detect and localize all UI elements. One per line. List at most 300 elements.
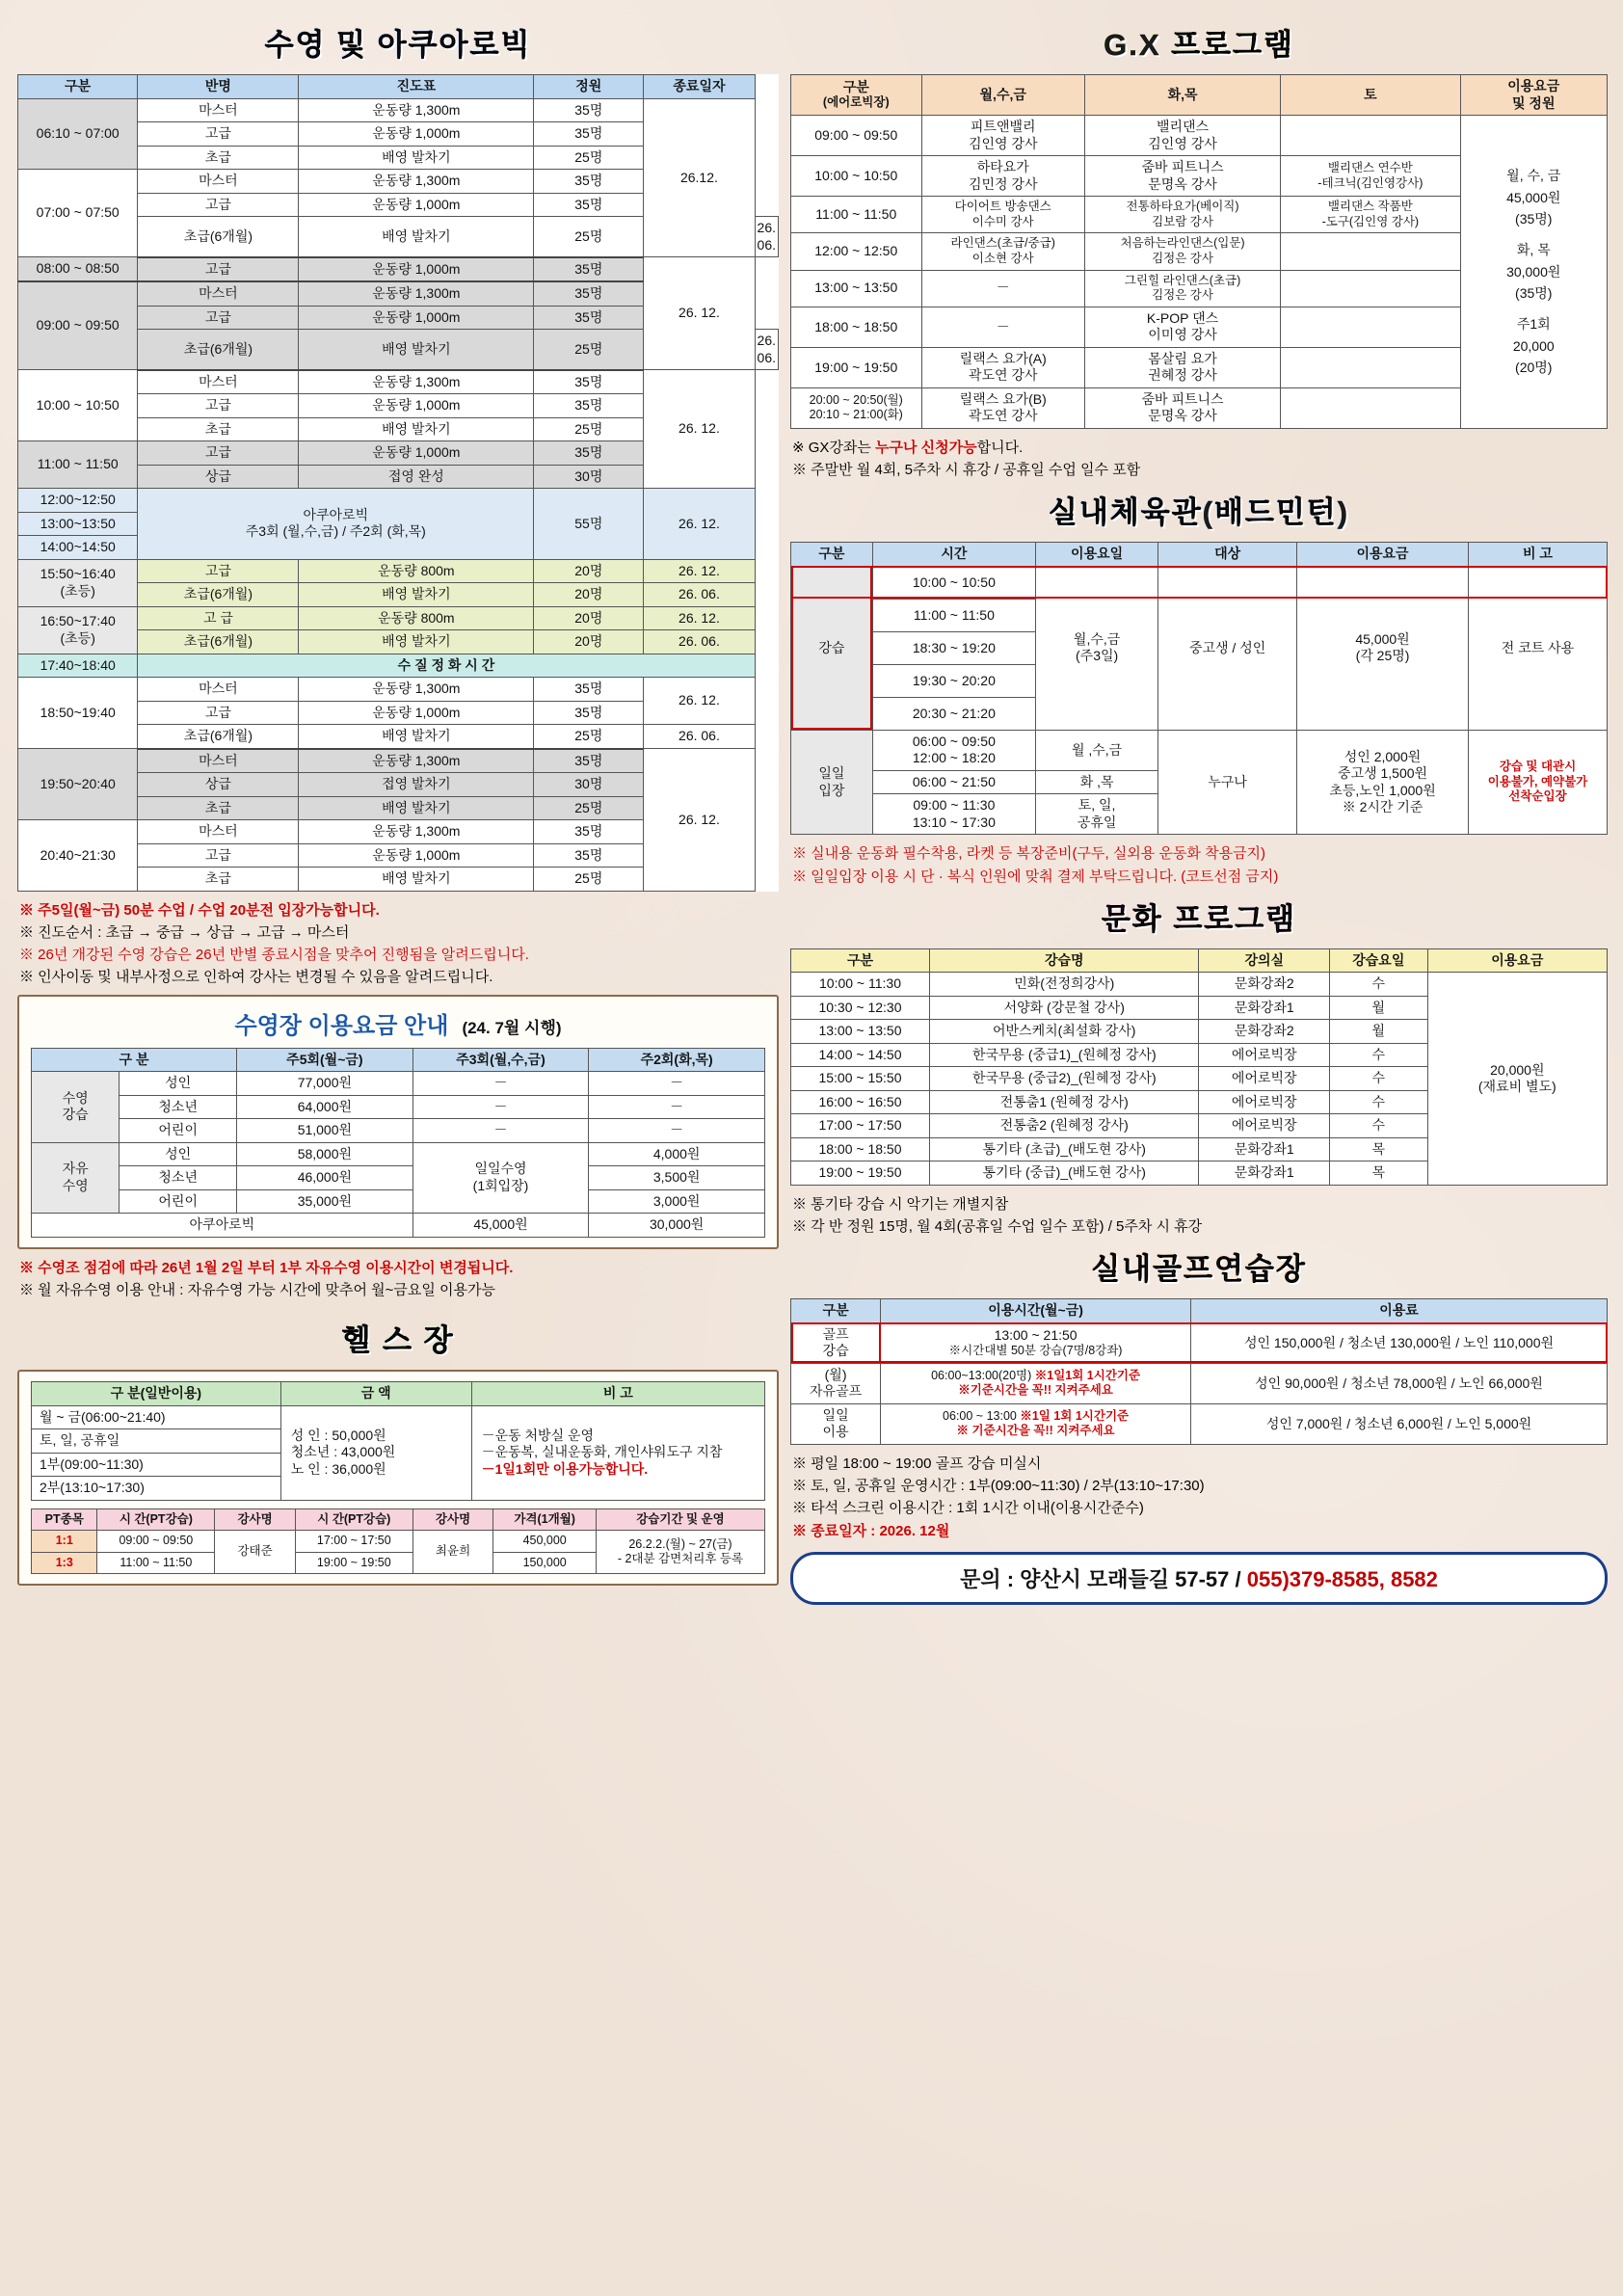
gx-time-line2: 20:10 ~ 21:00(화) bbox=[809, 408, 903, 422]
swim-note-1: ※ 진도순서 : 초급 → 중급 → 상급 → 고급 → 마스터 bbox=[19, 923, 350, 941]
swim-class: 상급 bbox=[138, 773, 299, 797]
fee-age: 청소년 bbox=[120, 1095, 237, 1119]
health-amount-senior: 노 인 : 36,000원 bbox=[290, 1460, 386, 1477]
kids-enddate: 26. 06. bbox=[644, 630, 755, 654]
swim-class: 고급 bbox=[138, 441, 299, 466]
gx-mwf-line1: 피트앤밸리 bbox=[970, 119, 1036, 134]
fee-group-line2: 수영 bbox=[62, 1177, 89, 1193]
gx-tt bbox=[1084, 347, 1280, 387]
gx-fee-l2: (35명) bbox=[1515, 210, 1553, 227]
kids-class: 초급(6개월) bbox=[138, 583, 299, 607]
golf-time-2-line1 bbox=[883, 1409, 1188, 1425]
aqua-capacity: 55명 bbox=[534, 489, 644, 560]
swim-class: 마스터 bbox=[138, 749, 299, 773]
health-remark-1: －운동복, 실내운동화, 개인샤워도구 지참 bbox=[481, 1444, 723, 1460]
cul-room: 에어로빅장 bbox=[1199, 1090, 1330, 1114]
cul-th-1: 강습명 bbox=[929, 948, 1199, 973]
fee-v2: － bbox=[412, 1119, 589, 1143]
gx-tt-line1: 줌바 피트니스 bbox=[1141, 159, 1224, 174]
fee-v3: 4,000원 bbox=[589, 1142, 765, 1166]
swim-progress: 운동량 1,300m bbox=[299, 678, 534, 702]
fee-notes bbox=[19, 1257, 777, 1302]
fee-v1: 58,000원 bbox=[237, 1142, 413, 1166]
cul-time: 13:00 ~ 13:50 bbox=[791, 1020, 930, 1044]
gx-note-0 bbox=[792, 437, 1606, 459]
aqua-time: 12:00~12:50 bbox=[18, 489, 138, 513]
swim-class: 상급 bbox=[138, 465, 299, 489]
kids-progress: 운동량 800m bbox=[299, 606, 534, 630]
swim-capacity: 35명 bbox=[534, 257, 644, 282]
swim-progress: 운동량 1,000m bbox=[299, 122, 534, 147]
kids-time-main: 15:50~16:40 bbox=[40, 566, 116, 581]
culture-table bbox=[790, 948, 1608, 1186]
break-label: 수 질 정 화 시 간 bbox=[138, 654, 755, 678]
fee-age: 청소년 bbox=[120, 1166, 237, 1190]
health-table bbox=[31, 1381, 765, 1501]
fee-v3: 3,000원 bbox=[589, 1189, 765, 1214]
fee-v3: 3,500원 bbox=[589, 1166, 765, 1190]
pt-th-6: 강습기간 및 운영 bbox=[596, 1508, 764, 1531]
golf-time-1-line1 bbox=[883, 1369, 1188, 1384]
fee-title-note: (24. 7월 시행) bbox=[462, 1018, 562, 1037]
swim-time: 11:00 ~ 11:50 bbox=[18, 441, 138, 489]
gx-tt bbox=[1084, 387, 1280, 428]
cul-day: 수 bbox=[1330, 1090, 1428, 1114]
health-th-1: 금 액 bbox=[280, 1382, 471, 1406]
cul-day: 수 bbox=[1330, 1067, 1428, 1091]
kids-time-sub: (초등) bbox=[60, 582, 95, 599]
cul-class: 통기타 (초급)_(배도현 강사) bbox=[929, 1137, 1199, 1161]
right-column bbox=[790, 8, 1608, 1605]
swim-capacity: 25명 bbox=[534, 725, 644, 749]
gx-mwf bbox=[921, 156, 1084, 197]
bad-daily-day-1: 토, 일, bbox=[1078, 797, 1116, 814]
cul-day: 월 bbox=[1330, 1020, 1428, 1044]
swim-progress: 접영 발차기 bbox=[299, 773, 534, 797]
fee-daily-line1: 일일수영 bbox=[474, 1161, 527, 1177]
cul-class: 전통춤1 (원혜정 강사) bbox=[929, 1090, 1199, 1114]
health-time-1: 토, 일, 공휴일 bbox=[32, 1429, 281, 1454]
left-column bbox=[17, 8, 779, 1586]
fee-v1: 51,000원 bbox=[237, 1119, 413, 1143]
golf-time-1-a: 06:00~13:00(20명) bbox=[931, 1368, 1032, 1382]
golf-note-3: ※ 종료일자 : 2026. 12월 bbox=[792, 1522, 950, 1539]
golf-fee-0: 성인 150,000원 / 청소년 130,000원 / 노인 110,000원 bbox=[1191, 1322, 1608, 1363]
gx-tt-line1: 그린힐 라인댄스(초급) bbox=[1124, 273, 1241, 287]
swim-capacity: 25명 bbox=[534, 146, 644, 170]
gx-tt bbox=[1084, 116, 1280, 156]
bad-lesson-time: 18:30 ~ 19:20 bbox=[872, 631, 1035, 664]
swim-class: 고급 bbox=[138, 701, 299, 725]
golf-time-0-line2: ※시간대별 50분 강습(7명/8강좌) bbox=[948, 1344, 1123, 1358]
gx-tt-line2: 김정은 강사 bbox=[1152, 251, 1213, 265]
swim-title: 수영 및 아쿠아로빅 bbox=[264, 28, 532, 62]
fee-group-line2: 강습 bbox=[62, 1107, 89, 1123]
aqua-label-line1: 아쿠아로빅 bbox=[303, 506, 369, 522]
bad-note-1: ※ 일일입장 이용 시 단 · 복식 인원에 맞춰 결제 부탁드립니다. (코트선점 금지) bbox=[792, 868, 1279, 885]
fee-aqua-v1: 45,000원 bbox=[412, 1214, 589, 1238]
fee-group-swim bbox=[32, 1072, 120, 1143]
aqua-time: 14:00~14:50 bbox=[18, 536, 138, 560]
gx-mwf bbox=[921, 347, 1084, 387]
golf-type-0-line2: 강습 bbox=[822, 1343, 849, 1359]
golf-table bbox=[790, 1298, 1608, 1445]
gx-mwf-line1: 라인댄스(초급/중급) bbox=[950, 236, 1055, 251]
swim-schedule-table bbox=[17, 74, 779, 892]
gx-time: 12:00 ~ 12:50 bbox=[791, 233, 922, 270]
cul-time: 10:30 ~ 12:30 bbox=[791, 996, 930, 1020]
gx-sat bbox=[1281, 156, 1460, 197]
golf-th-0: 구분 bbox=[791, 1299, 881, 1323]
bad-daily-remark-1: 이용불가, 예약불가 bbox=[1487, 774, 1588, 788]
golf-th-2: 이용료 bbox=[1191, 1299, 1608, 1323]
swim-time: 10:00 ~ 10:50 bbox=[18, 370, 138, 441]
cul-time: 15:00 ~ 15:50 bbox=[791, 1067, 930, 1091]
golf-time-2-line2: ※ 기준시간을 꼭!! 지켜주세요 bbox=[956, 1424, 1115, 1438]
cul-th-2: 강의실 bbox=[1199, 948, 1330, 973]
swim-progress: 운동량 1,000m bbox=[299, 843, 534, 868]
badminton-title: 실내체육관(배드민턴) bbox=[1048, 495, 1350, 530]
bad-note-0: ※ 실내용 운동화 필수착용, 라켓 등 복장준비(구두, 실외용 운동화 착용금지) bbox=[792, 845, 1266, 863]
swim-time: 18:50~19:40 bbox=[18, 678, 138, 749]
pt-th-4: 강사명 bbox=[412, 1508, 493, 1531]
swim-capacity: 35명 bbox=[534, 170, 644, 194]
golf-time-2 bbox=[881, 1403, 1191, 1444]
pt-th-3: 시 간(PT강습) bbox=[295, 1508, 412, 1531]
kids-capacity: 20명 bbox=[534, 606, 644, 630]
gx-time: 13:00 ~ 13:50 bbox=[791, 270, 922, 307]
fee-age: 어린이 bbox=[120, 1119, 237, 1143]
swim-capacity: 25명 bbox=[534, 330, 644, 370]
cul-time: 10:00 ~ 11:30 bbox=[791, 973, 930, 997]
pt-price: 450,000 bbox=[493, 1531, 597, 1553]
gx-time bbox=[791, 387, 922, 428]
swim-class: 고급 bbox=[138, 257, 299, 282]
swim-enddate: 26. 06. bbox=[644, 725, 755, 749]
swim-progress: 운동량 1,000m bbox=[299, 394, 534, 418]
gx-mwf-line2: 곽도연 강사 bbox=[968, 408, 1038, 424]
fee-age: 성인 bbox=[120, 1072, 237, 1096]
fee-aqua-v2: 30,000원 bbox=[589, 1214, 765, 1238]
swim-progress: 운동량 1,300m bbox=[299, 749, 534, 773]
bad-daily-fee-0: 성인 2,000원 bbox=[1344, 748, 1422, 764]
gx-fee-l0: 월, 수, 금 bbox=[1506, 168, 1561, 184]
fee-note-1: ※ 월 자유수영 이용 안내 : 자유수영 가능 시간에 맞추어 월~금요일 이용가능 bbox=[19, 1281, 495, 1298]
golf-notes bbox=[792, 1453, 1606, 1542]
cul-room: 문화강좌2 bbox=[1199, 973, 1330, 997]
cul-class: 전통춤2 (원혜정 강사) bbox=[929, 1114, 1199, 1138]
swim-notes bbox=[19, 899, 777, 989]
bad-daily-time: 06:00 ~ 21:50 bbox=[872, 770, 1035, 794]
health-title: 헬 스 장 bbox=[341, 1323, 455, 1357]
swim-capacity: 35명 bbox=[534, 306, 644, 330]
gx-time: 11:00 ~ 11:50 bbox=[791, 197, 922, 233]
fee-v2: － bbox=[412, 1072, 589, 1096]
golf-time-0-line1: 13:00 ~ 21:50 bbox=[994, 1326, 1078, 1343]
bad-lesson-days bbox=[1036, 566, 1158, 730]
cul-fee-2: (재료비 별도) bbox=[1477, 1079, 1556, 1094]
swim-enddate: 26.12. bbox=[644, 98, 755, 257]
swim-class: 마스터 bbox=[138, 820, 299, 844]
swim-progress: 배영 발차기 bbox=[299, 725, 534, 749]
swim-capacity: 35명 bbox=[534, 701, 644, 725]
gx-sat bbox=[1281, 116, 1460, 156]
aqua-label bbox=[138, 489, 534, 560]
contact-bar bbox=[790, 1552, 1608, 1605]
fee-v2: － bbox=[412, 1095, 589, 1119]
gx-tt bbox=[1084, 270, 1280, 307]
gx-mwf-line1: 다이어트 방송댄스 bbox=[954, 200, 1051, 213]
pt-remark-line2: - 2대분 감면처리후 등록 bbox=[617, 1552, 744, 1566]
bad-daily-day: 월 ,수,금 bbox=[1036, 730, 1158, 770]
cul-time: 14:00 ~ 14:50 bbox=[791, 1043, 930, 1067]
fee-th-1: 주5회(월~금) bbox=[237, 1048, 413, 1072]
swim-th-2: 진도표 bbox=[299, 75, 534, 99]
bad-daily-label-2: 입장 bbox=[818, 782, 845, 798]
swim-progress: 운동량 1,300m bbox=[299, 370, 534, 394]
golf-th-1: 이용시간(월~금) bbox=[881, 1299, 1191, 1323]
gx-th-0 bbox=[791, 75, 922, 116]
bad-lesson-remark: 전 코트 사용 bbox=[1468, 566, 1607, 730]
gx-mwf-line1: 릴랙스 요가(B) bbox=[959, 390, 1047, 407]
gx-mwf-line2: 김민정 강사 bbox=[968, 175, 1038, 192]
bad-daily-target: 누구나 bbox=[1158, 730, 1297, 835]
swim-capacity: 25명 bbox=[534, 868, 644, 892]
fee-daily-line2: (1회입장) bbox=[472, 1177, 529, 1193]
gx-tt-line2: 권혜정 강사 bbox=[1148, 367, 1217, 384]
cul-room: 문화강좌2 bbox=[1199, 1020, 1330, 1044]
gx-mwf bbox=[921, 197, 1084, 233]
cul-time: 19:00 ~ 19:50 bbox=[791, 1161, 930, 1186]
swim-class: 마스터 bbox=[138, 170, 299, 194]
swim-capacity: 35명 bbox=[534, 394, 644, 418]
swim-time: 09:00 ~ 09:50 bbox=[18, 281, 138, 370]
bad-daily-fee-2: 초등,노인 1,000원 bbox=[1329, 782, 1436, 798]
swim-progress: 배영 발차기 bbox=[299, 330, 534, 370]
swim-th-1: 반명 bbox=[138, 75, 299, 99]
kids-capacity: 20명 bbox=[534, 559, 644, 583]
aqua-label-line2: 주3회 (월,수,금) / 주2회 (화,목) bbox=[245, 523, 426, 540]
gx-tt-line2: 김보람 강사 bbox=[1152, 214, 1213, 228]
swim-note-0: ※ 주5일(월~금) 50분 수업 / 수업 20분전 입장가능합니다. bbox=[19, 901, 380, 919]
swim-class: 마스터 bbox=[138, 678, 299, 702]
kids-enddate: 26. 12. bbox=[644, 559, 755, 583]
cul-room: 문화강좌1 bbox=[1199, 1161, 1330, 1186]
gx-notes bbox=[792, 437, 1606, 482]
swim-capacity: 25명 bbox=[534, 417, 644, 441]
cul-th-3: 강습요일 bbox=[1330, 948, 1428, 973]
bad-daily-fees bbox=[1297, 730, 1469, 835]
gx-mwf-line2: 김인영 강사 bbox=[968, 135, 1038, 151]
swim-capacity: 35명 bbox=[534, 193, 644, 217]
cul-th-0: 구분 bbox=[791, 948, 930, 973]
contact-label: 문의 : 양산시 모래들길 57-57 / bbox=[960, 1566, 1247, 1591]
swim-capacity: 35명 bbox=[534, 820, 644, 844]
fee-group-line1: 수영 bbox=[62, 1089, 89, 1106]
gx-sat-line2: -도구(김인영 강사) bbox=[1321, 214, 1420, 228]
bad-daily-time bbox=[872, 730, 1035, 770]
gx-sat-line2: -테크닉(김인영강사) bbox=[1317, 175, 1423, 190]
swim-progress: 배영 발차기 bbox=[299, 868, 534, 892]
fee-th-2: 주3회(월,수,금) bbox=[412, 1048, 589, 1072]
gx-fee-l6: (35명) bbox=[1515, 285, 1553, 302]
swim-progress: 운동량 1,300m bbox=[299, 98, 534, 122]
swim-progress: 배영 발차기 bbox=[299, 217, 534, 257]
bad-th-4: 이용요금 bbox=[1297, 543, 1469, 567]
fee-v3: － bbox=[589, 1072, 765, 1096]
cul-room: 문화강좌1 bbox=[1199, 996, 1330, 1020]
golf-type-1-line2: 자유골프 bbox=[810, 1383, 863, 1400]
bad-th-0: 구분 bbox=[791, 543, 873, 567]
break-time: 17:40~18:40 bbox=[18, 654, 138, 678]
golf-time-1-line2: ※기준시간을 꼭!! 지켜주세요 bbox=[958, 1383, 1113, 1398]
gx-time-line1: 20:00 ~ 20:50(월) bbox=[809, 392, 903, 407]
gx-mwf-line1: 하타요가 bbox=[976, 159, 1029, 174]
kids-time-main: 16:50~17:40 bbox=[40, 613, 116, 628]
pt-time-2: 17:00 ~ 17:50 bbox=[295, 1531, 412, 1553]
swim-capacity: 35명 bbox=[534, 749, 644, 773]
bad-daily-remark-0: 강습 및 대관시 bbox=[1499, 760, 1577, 774]
kids-class: 고 급 bbox=[138, 606, 299, 630]
badminton-notes bbox=[792, 842, 1606, 888]
swim-class: 마스터 bbox=[138, 98, 299, 122]
health-amount-youth: 청소년 : 43,000원 bbox=[290, 1444, 396, 1460]
pt-type: 1:3 bbox=[32, 1552, 97, 1574]
gx-tt-line1: 몸살림 요가 bbox=[1148, 350, 1217, 366]
pt-time-2: 19:00 ~ 19:50 bbox=[295, 1552, 412, 1574]
kids-progress: 운동량 800m bbox=[299, 559, 534, 583]
swim-capacity: 25명 bbox=[534, 796, 644, 820]
pt-coach-2: 최윤희 bbox=[412, 1531, 493, 1574]
swim-note-3: ※ 인사이동 및 내부사정으로 인하여 강사는 변경될 수 있음을 알려드립니다. bbox=[19, 969, 493, 986]
health-time-3: 2부(13:10~17:30) bbox=[32, 1477, 281, 1501]
pt-remark bbox=[596, 1531, 764, 1574]
fee-title: 수영장 이용요금 안내 bbox=[234, 1012, 449, 1039]
bad-lesson-time: 10:00 ~ 10:50 bbox=[872, 566, 1035, 599]
fee-table bbox=[31, 1048, 765, 1238]
swim-progress: 운동량 1,300m bbox=[299, 820, 534, 844]
pt-th-5: 가격(1개월) bbox=[493, 1508, 597, 1531]
pt-time-1: 11:00 ~ 11:50 bbox=[97, 1552, 215, 1574]
gx-fee-l8: 주1회 bbox=[1516, 316, 1551, 333]
pt-remark-line1: 26.2.2.(월) ~ 27(금) bbox=[628, 1536, 732, 1551]
cul-time: 18:00 ~ 18:50 bbox=[791, 1137, 930, 1161]
kids-time bbox=[18, 606, 138, 654]
bad-lesson-fee-2: (각 25명) bbox=[1355, 648, 1410, 664]
kids-time bbox=[18, 559, 138, 606]
gx-tt bbox=[1084, 156, 1280, 197]
gx-tt bbox=[1084, 307, 1280, 347]
gx-mwf bbox=[921, 233, 1084, 270]
golf-time-1 bbox=[881, 1363, 1191, 1403]
bad-daily-fee-3: ※ 2시간 기준 bbox=[1342, 799, 1423, 814]
cul-th-4: 이용요금 bbox=[1427, 948, 1607, 973]
gx-th-4 bbox=[1460, 75, 1608, 116]
kids-enddate: 26. 12. bbox=[644, 606, 755, 630]
fee-v1: 64,000원 bbox=[237, 1095, 413, 1119]
bad-daily-day bbox=[1036, 794, 1158, 835]
swim-enddate: 26. 06. bbox=[755, 217, 778, 257]
health-box bbox=[17, 1370, 779, 1586]
bad-daily-fee-1: 중고생 1,500원 bbox=[1338, 765, 1428, 781]
contact-number: 055)379-8585, 8582 bbox=[1246, 1566, 1438, 1591]
aqua-time: 13:00~13:50 bbox=[18, 512, 138, 536]
golf-type-1 bbox=[791, 1363, 881, 1403]
golf-time-2-b: ※1일 1회 1시간기준 bbox=[1020, 1408, 1130, 1423]
gx-note-0-post: 합니다. bbox=[976, 439, 1024, 456]
cul-room: 에어로빅장 bbox=[1199, 1114, 1330, 1138]
cul-time: 16:00 ~ 16:50 bbox=[791, 1090, 930, 1114]
kids-capacity: 20명 bbox=[534, 583, 644, 607]
fee-th-3: 주2회(화,목) bbox=[589, 1048, 765, 1072]
gx-note-0-pre: ※ GX강좌는 bbox=[792, 439, 876, 456]
cul-note-1: ※ 각 반 정원 15명, 월 4회(공휴일 수업 일수 포함) / 5주차 시 휴강 bbox=[792, 1218, 1203, 1235]
bad-daily-day: 화 ,목 bbox=[1036, 770, 1158, 794]
bad-lesson-days-2: (주3일) bbox=[1076, 648, 1119, 664]
swim-enddate: 26. 06. bbox=[755, 330, 778, 370]
cul-class: 한국무용 (중급2)_(원혜정 강사) bbox=[929, 1067, 1199, 1091]
fee-age: 어린이 bbox=[120, 1189, 237, 1214]
gx-fee-l10: (20명) bbox=[1515, 360, 1553, 376]
gx-tt-line1: 밸리댄스 bbox=[1156, 119, 1210, 134]
swim-progress: 운동량 1,000m bbox=[299, 441, 534, 466]
bad-lesson-label: 강습 bbox=[791, 566, 873, 730]
gx-th-0-line1: 구분 bbox=[842, 78, 869, 94]
cul-fee-1: 20,000원 bbox=[1490, 1061, 1545, 1078]
health-th-2: 비 고 bbox=[471, 1382, 764, 1406]
kids-capacity: 20명 bbox=[534, 630, 644, 654]
cul-room: 에어로빅장 bbox=[1199, 1067, 1330, 1091]
bad-lesson-fee bbox=[1297, 566, 1469, 730]
pt-th-0: PT종목 bbox=[32, 1508, 97, 1531]
golf-fee-1: 성인 90,000원 / 청소년 78,000원 / 노인 66,000원 bbox=[1191, 1363, 1608, 1403]
swim-progress: 운동량 1,000m bbox=[299, 306, 534, 330]
swim-capacity: 30명 bbox=[534, 773, 644, 797]
swim-capacity: 35명 bbox=[534, 281, 644, 306]
swim-time: 06:10 ~ 07:00 bbox=[18, 98, 138, 170]
swim-time: 08:00 ~ 08:50 bbox=[18, 257, 138, 282]
pt-price: 150,000 bbox=[493, 1552, 597, 1574]
fee-v1: 77,000원 bbox=[237, 1072, 413, 1096]
swim-progress: 배영 발차기 bbox=[299, 417, 534, 441]
golf-note-2: ※ 타석 스크린 이용시간 : 1회 1시간 이내(이용시간준수) bbox=[792, 1500, 1144, 1517]
fee-th-0: 구 분 bbox=[32, 1048, 237, 1072]
swim-enddate: 26. 12. bbox=[644, 370, 755, 489]
gx-table bbox=[790, 74, 1608, 429]
swim-class: 초급 bbox=[138, 796, 299, 820]
fee-daily bbox=[412, 1142, 589, 1214]
swim-progress: 운동량 1,000m bbox=[299, 257, 534, 282]
cul-day: 수 bbox=[1330, 1043, 1428, 1067]
swim-class: 고급 bbox=[138, 306, 299, 330]
swim-class: 마스터 bbox=[138, 370, 299, 394]
swim-time: 07:00 ~ 07:50 bbox=[18, 170, 138, 257]
bad-lesson-time: 19:30 ~ 20:20 bbox=[872, 664, 1035, 697]
gx-tt-line2: 김인영 강사 bbox=[1148, 135, 1217, 151]
bad-daily-remark-2: 선착순입장 bbox=[1508, 789, 1567, 804]
bad-th-1: 시간 bbox=[872, 543, 1035, 567]
kids-class: 초급(6개월) bbox=[138, 630, 299, 654]
gx-tt-line1: 전통하타요가(베이직) bbox=[1126, 200, 1239, 213]
fee-v1: 35,000원 bbox=[237, 1189, 413, 1214]
gx-mwf bbox=[921, 387, 1084, 428]
swim-class: 고급 bbox=[138, 394, 299, 418]
gx-tt-line2: 이미영 강사 bbox=[1148, 327, 1217, 343]
kids-enddate: 26. 06. bbox=[644, 583, 755, 607]
kids-time-sub: (초등) bbox=[60, 629, 95, 646]
gx-th-1: 월,수,금 bbox=[921, 75, 1084, 116]
pt-table bbox=[31, 1508, 765, 1575]
